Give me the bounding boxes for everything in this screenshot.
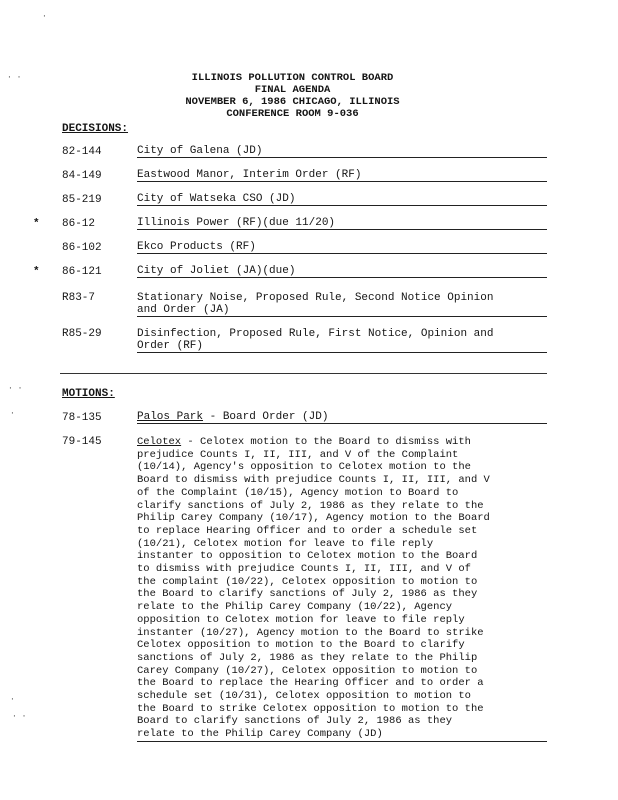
- scan-speck: ·: [42, 12, 47, 21]
- decision-item: [137, 242, 547, 254]
- decision-item: [137, 170, 547, 182]
- scan-speck: · ·: [7, 73, 22, 82]
- decision-text-continued: and Order (JA): [137, 304, 230, 316]
- priority-mark: *: [33, 218, 40, 230]
- agenda-header: [120, 72, 465, 120]
- motions-title: MOTIONS:: [62, 388, 115, 400]
- board-name: ILLINOIS POLLUTION CONTROL BOARD: [191, 72, 394, 84]
- decision-text: Illinois Power (RF)(due 11/20): [137, 217, 336, 229]
- decision-text: Disinfection, Proposed Rule, First Notice, Opinion and: [137, 328, 494, 340]
- decision-text: City of Galena (JD): [137, 145, 263, 157]
- decision-item: [137, 146, 547, 158]
- decision-text-continued: Order (RF): [137, 340, 204, 352]
- decision-item: [137, 218, 547, 230]
- section-divider: [60, 373, 547, 374]
- decision-number: R85-29: [62, 328, 102, 340]
- priority-mark: *: [33, 266, 40, 278]
- decision-number: 86-12: [62, 218, 96, 230]
- decision-text: Stationary Noise, Proposed Rule, Second Notice Opinion: [137, 292, 494, 304]
- agenda-title: FINAL AGENDA: [254, 84, 331, 96]
- motion-number: 79-145: [62, 436, 102, 448]
- scan-speck: · ·: [8, 384, 23, 393]
- decision-text: City of Joliet (JA)(due): [137, 265, 296, 277]
- motion-case-name: Celotex: [137, 436, 182, 448]
- decision-text: Ekco Products (RF): [137, 241, 256, 253]
- motion-number: 78-135: [62, 412, 102, 424]
- scan-speck: ·: [10, 409, 15, 418]
- motion-case-name: Palos Park: [137, 411, 204, 423]
- motion-item: [137, 412, 547, 424]
- decision-number: 82-144: [62, 146, 102, 158]
- conference-room: CONFERENCE ROOM 9-036: [226, 108, 359, 120]
- decision-number: R83-7: [62, 292, 96, 304]
- motion-description: Celotex - Celotex motion to the Board to dismiss with prejudice Counts I, II, III, and V of the Complaint (10/14), Agency's opposition to Celotex motion to the Board to dismiss with prejudice Counts I, II, III, and V of the Complaint (10/15), Agency motion to Board to clarify sanctions of July 2, 1986 as they relate to the Philip Carey Company (10/17), Agency motion to the Board to replace Hearing Officer and to order a schedule set (10/21), Celotex motion for leave to file reply instanter to opposition to Celotex motion to the Board to dismiss with prejudice Counts I, II, III, and V of the complaint (10/22), Celotex opposition to motion to the Board to clarify sanctions of July 2, 1986 as they relate to the Philip Carey Company (10/22), Agency opposition to Celotex motion for leave to file reply instanter (10/27), Agency motion to the Board to strike Celotex opposition to motion to the Board to clarify sanctions of July 2, 1986 as they relate to the Philip Carey Company (10/27), Celotex opposition to motion to the Board to replace the Hearing Officer and to order a schedule set (10/31), Celotex opposition to motion to the Board to strike Celotex opposition to motion to the Board to clarify sanctions of July 2, 1986 as they relate to the Philip Carey Company (JD): [137, 436, 547, 742]
- scan-speck: · ·: [12, 712, 27, 721]
- decisions-title: DECISIONS:: [62, 123, 129, 135]
- decision-text: Eastwood Manor, Interim Order (RF): [137, 169, 362, 181]
- decision-number: 86-121: [62, 266, 102, 278]
- decision-number: 85-219: [62, 194, 102, 206]
- decision-text: City of Watseka CSO (JD): [137, 193, 296, 205]
- decision-item: [137, 266, 547, 278]
- decision-item: [137, 292, 547, 317]
- scan-speck: ·: [10, 695, 15, 704]
- decision-item: [137, 194, 547, 206]
- decision-number: 86-102: [62, 242, 102, 254]
- motion-text: - Board Order (JD): [203, 411, 329, 423]
- decision-item: [137, 328, 547, 353]
- decision-number: 84-149: [62, 170, 102, 182]
- meeting-date-location: NOVEMBER 6, 1986 CHICAGO, ILLINOIS: [185, 96, 400, 108]
